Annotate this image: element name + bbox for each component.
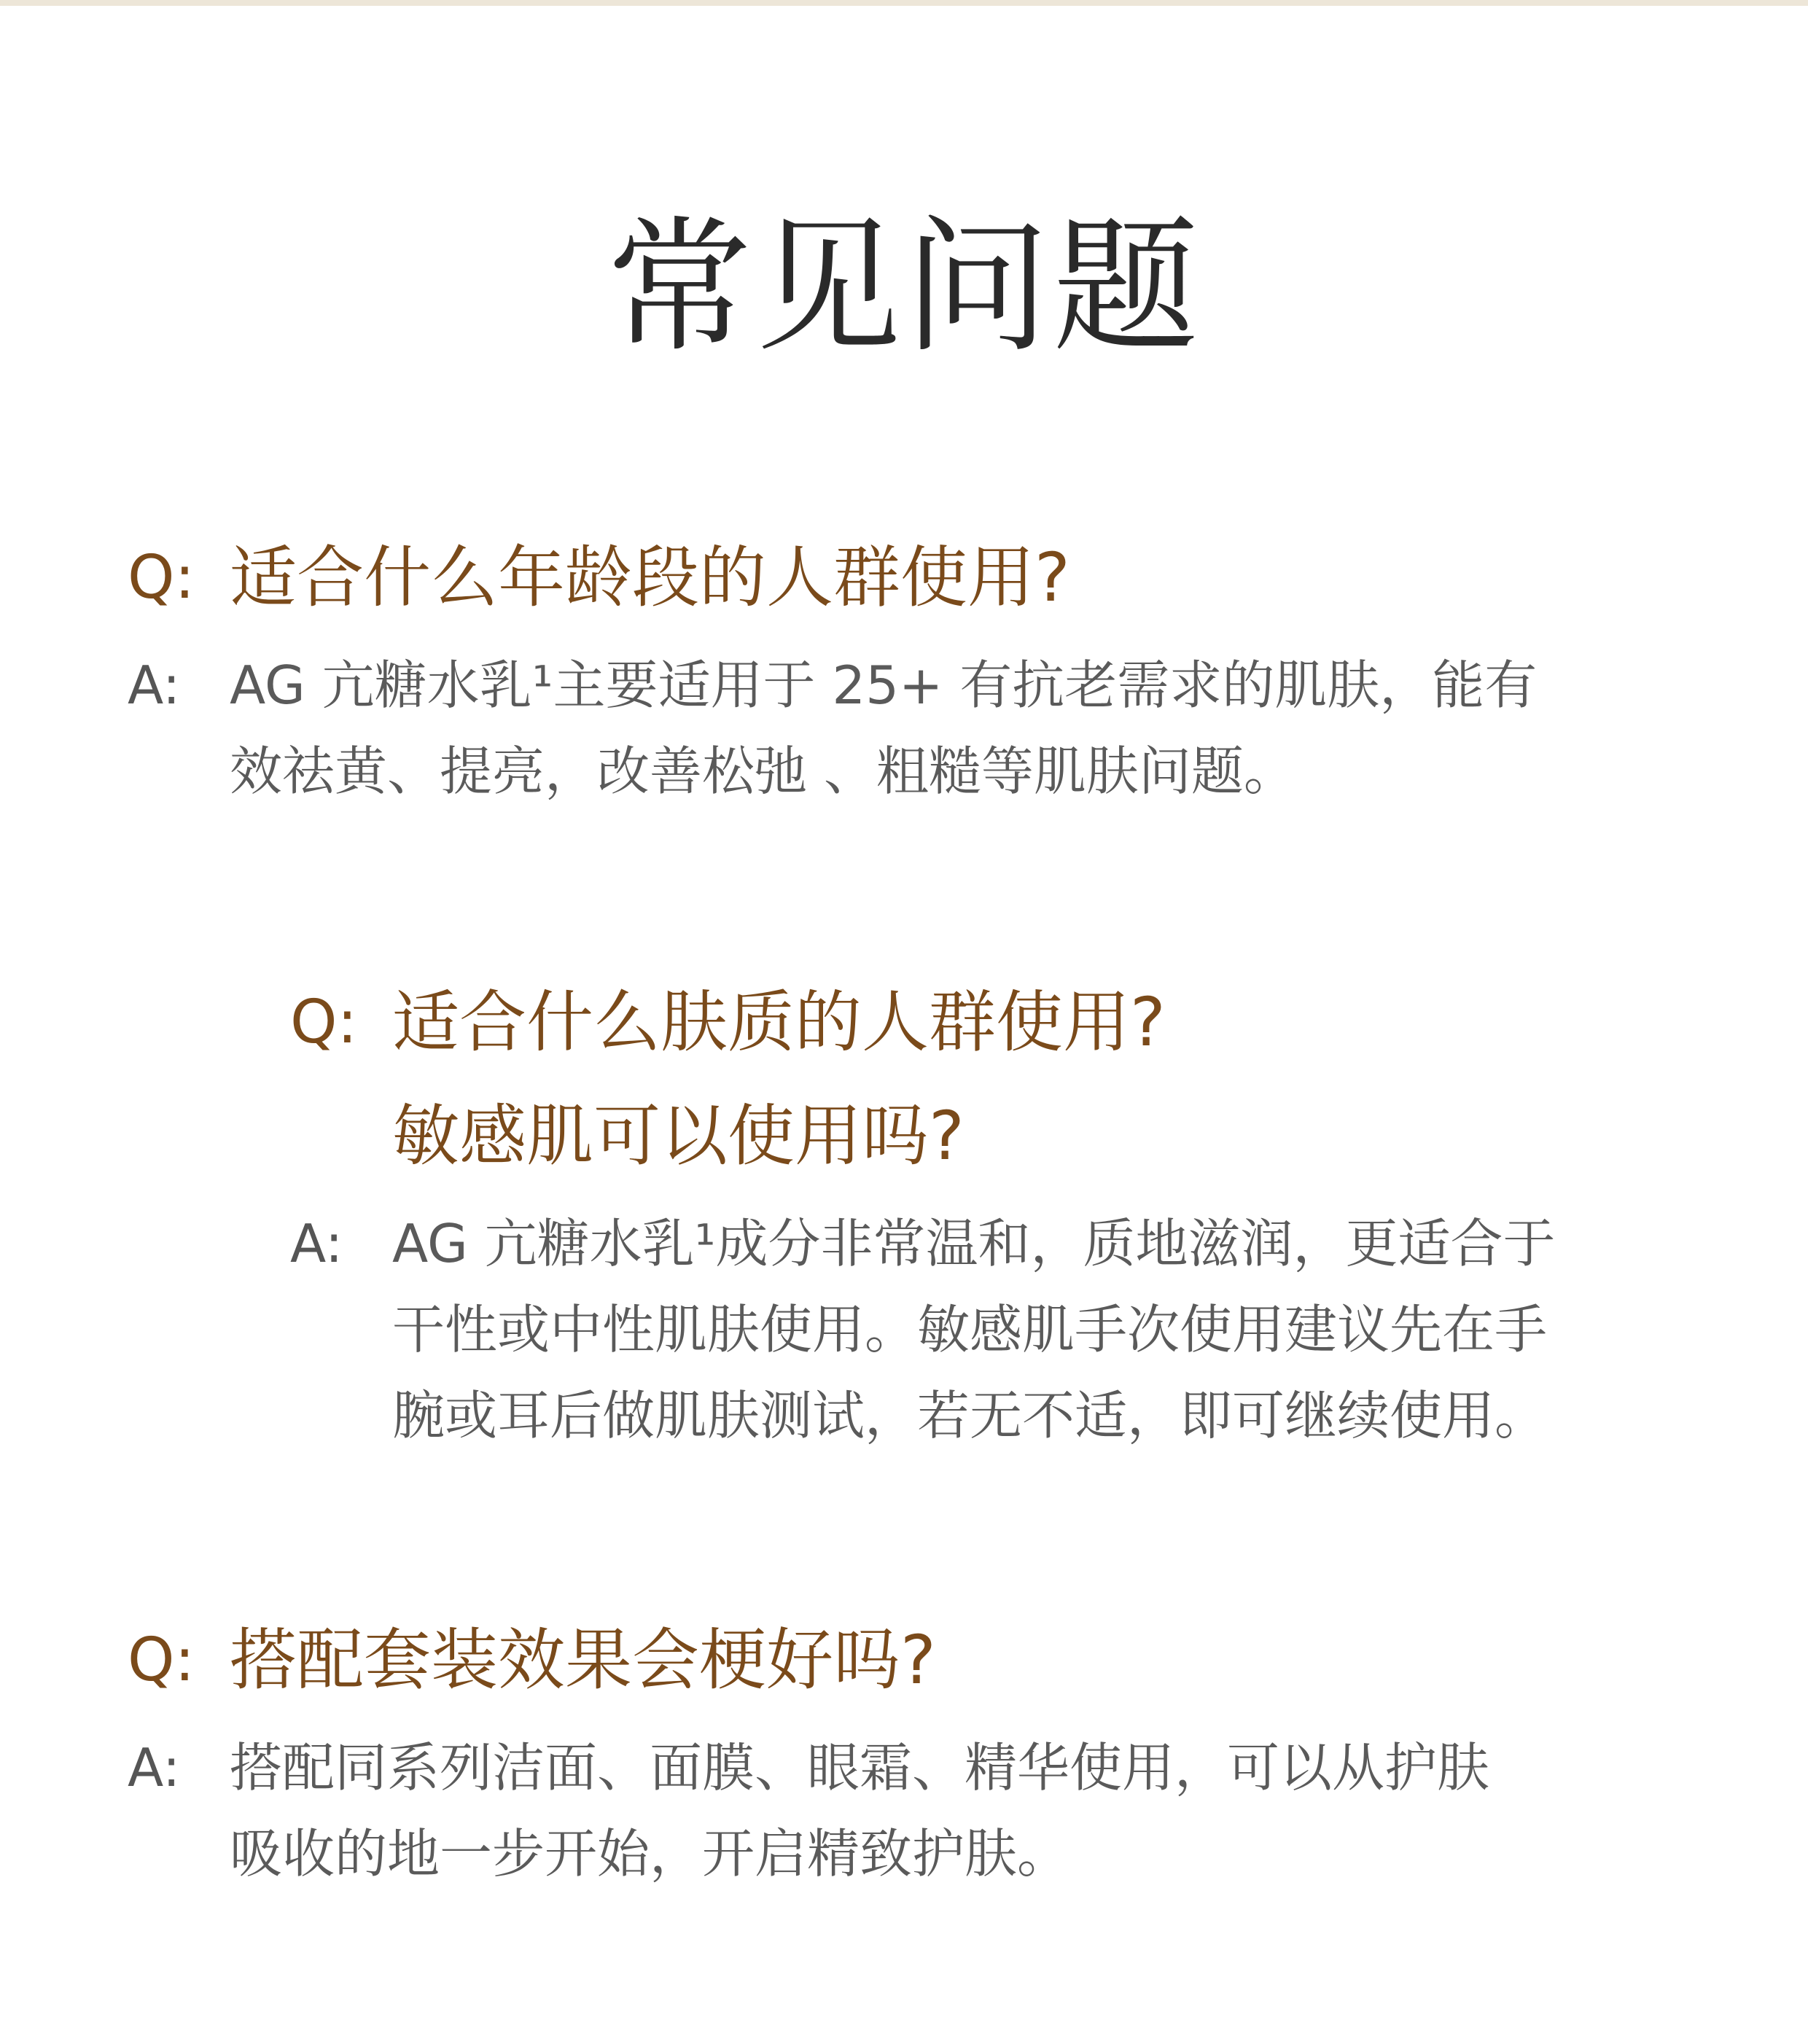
answer-row (290, 1201, 1734, 1459)
page-title: 常见问题 (606, 203, 1201, 372)
question-marker: Q: (128, 543, 195, 612)
question-marker: Q: (128, 1626, 195, 1695)
answer-marker: A: (128, 655, 181, 716)
question-text: 适合什么年龄段的人群使用? (230, 539, 1070, 617)
answer-row (128, 642, 1695, 814)
answer-row (128, 1725, 1731, 1897)
question-row (128, 521, 1695, 635)
answer-text: 搭配同系列洁面、面膜、眼霜、精华使用，可以从护肤 吸收的地一步开始，开启精致护肤。 (230, 1737, 1490, 1884)
faq-item-age (128, 521, 1695, 814)
question-text: 适合什么肤质的人群使用? 敏感肌可以使用吗? (392, 983, 1166, 1175)
answer-marker: A: (128, 1737, 181, 1798)
question-row (290, 966, 1734, 1193)
answer-text: AG 亢糖水乳¹成分非常温和，质地滋润，更适合于 干性或中性肌肤使用。敏感肌手次使用建议先在手 腕或耳后做肌肤测试，若无不适，即可继续使用。 (392, 1213, 1556, 1446)
answer-marker: A: (290, 1213, 343, 1274)
faq-item-set-combo (128, 1604, 1731, 1897)
faq-item-skin-type (290, 966, 1734, 1459)
top-divider (0, 0, 1808, 6)
question-text: 搭配套装效果会梗好吗? (230, 1621, 936, 1699)
question-marker: Q: (290, 988, 358, 1057)
question-row (128, 1604, 1731, 1717)
answer-text: AG 亢糖水乳¹主要适用于 25+ 有抗老需求的肌肤，能有 效祛黄、提亮，改善松弛 、粗糙等肌肤问题。 (230, 655, 1538, 802)
